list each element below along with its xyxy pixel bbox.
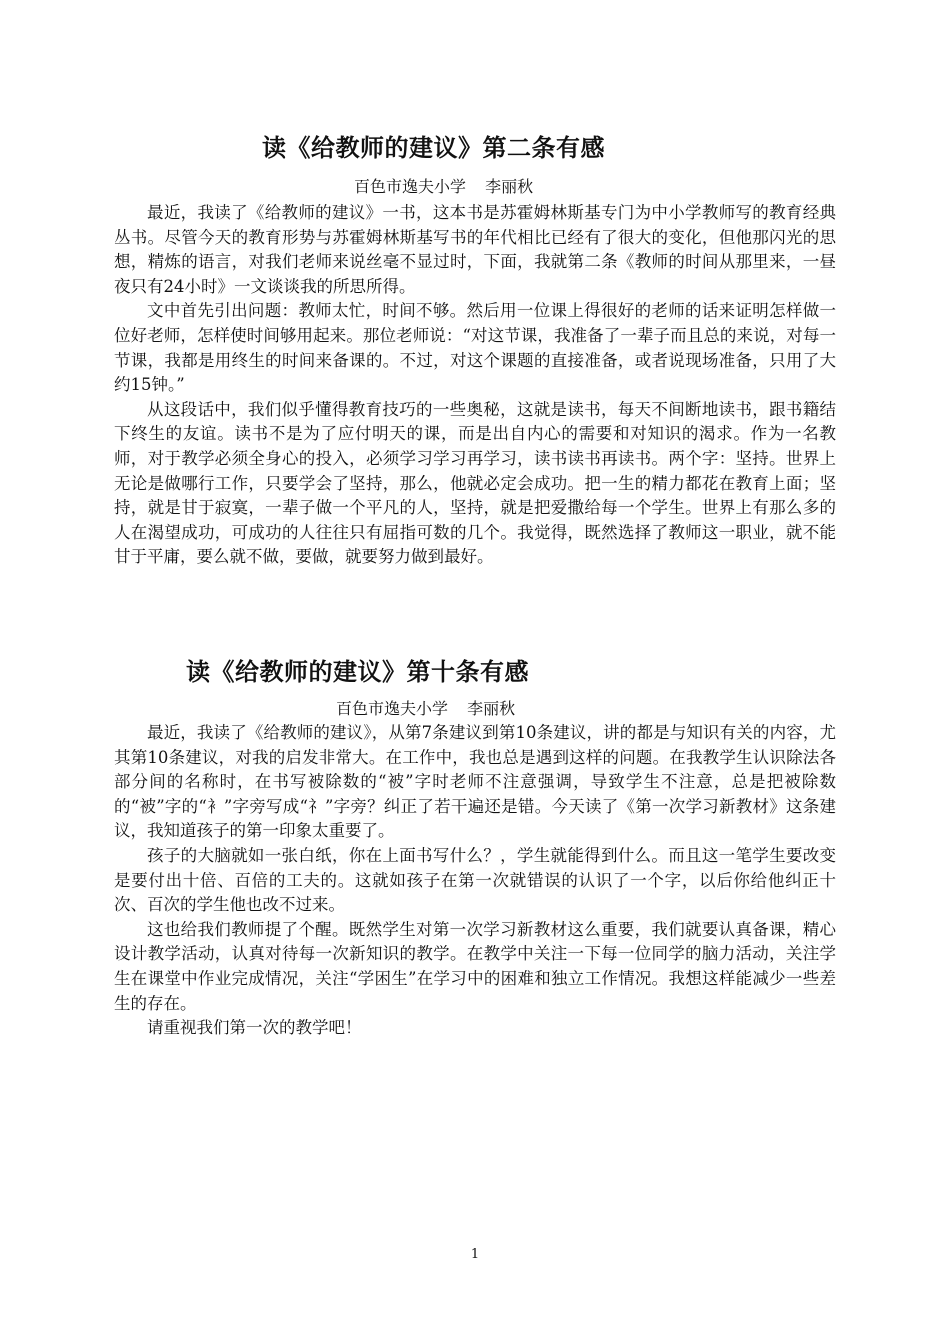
article-2-paragraph: 这也给我们教师提了个醒。既然学生对第一次学习新教材这么重要，我们就要认真备课，精心设计教学活动，认真对待每一次新知识的教学。在教学中关注一下每一位同学的脑力活动，关注学生在课堂中作业完成情况，关注“学困生”在学习中的困难和独立工作情况。我想这样能减少一些差生的存在。: [114, 919, 836, 1013]
article-1-body: [114, 201, 836, 570]
article-1-byline: 百色市逸夫小学 李丽秋: [354, 177, 534, 196]
page-number: 1: [470, 1247, 480, 1262]
article-2-paragraph: 孩子的大脑就如一张白纸，你在上面书写什么？，学生就能得到什么。而且这一笔学生要改变是要付出十倍、百倍的工夫的。这就如孩子在第一次就错误的认识了一个字，以后你给他纠正十次、百次的学生他也改不过来。: [114, 845, 836, 915]
article-1-paragraph: 文中首先引出问题：教师太忙，时间不够。然后用一位课上得很好的老师的话来证明怎样做一位好老师，怎样使时间够用起来。那位老师说：“对这节课，我准备了一辈子而且总的来说，对每一节课，我都是用终生的时间来备课的。不过，对这个课题的直接准备，或者说现场准备，只用了大约15钟。”: [114, 301, 836, 395]
article-1-paragraph: 从这段话中，我们似乎懂得教育技巧的一些奥秘，这就是读书，每天不间断地读书，跟书籍结下终生的友谊。读书不是为了应付明天的课，而是出自内心的需要和对知识的渴求。作为一名教师，对于教学必须全身心的投入，必须学习学习再学习，读书读书再读书。两个字：坚持。世界上无论是做哪行工作，只要学会了坚持，那么，他就必定会成功。把一生的精力都花在教育上面；坚持，就是甘于寂寞，一辈子做一个平凡的人，坚持，就是把爱撒给每一个学生。世界上有那么多的人在渴望成功，可成功的人往往只有屈指可数的几个。我觉得，既然选择了教师这一职业，就不能甘于平庸，要么就不做，要做，就要努力做到最好。: [114, 399, 836, 567]
article-2-byline: 百色市逸夫小学 李丽秋: [336, 699, 516, 718]
article-1-paragraph: 最近，我读了《给教师的建议》一书，这本书是苏霍姆林斯基专门为中小学教师写的教育经典丛书。尽管今天的教育形势与苏霍姆林斯基写书的年代相比已经有了很大的变化，但他那闪光的思想，精炼的语言，对我们老师来说丝毫不显过时，下面，我就第二条《教师的时间从那里来，一昼夜只有24小时》一文谈谈我的所思所得。: [114, 203, 836, 296]
article-2-title: 读《给教师的建议》第十条有感: [186, 657, 529, 686]
article-2-paragraph: 请重视我们第一次的教学吧！: [147, 1018, 362, 1038]
article-2-paragraph: 最近，我读了《给教师的建议》，从第7条建议到第10条建议，讲的都是与知识有关的内容，尤其第10条建议，对我的启发非常大。在工作中，我也总是遇到这样的问题。在我教学生认识除法各部分间的名称时，在书写被除数的“被”字时老师不注意强调，导致学生不注意，总是把被除数的“被”字的“衤”字旁写成“礻”字旁？纠正了若干遍还是错。今天读了《第一次学习新教材》这条建议，我知道孩子的第一印象太重要了。: [114, 723, 836, 841]
article-2-body: [114, 721, 836, 1041]
article-1-title: 读《给教师的建议》第二条有感: [262, 133, 605, 162]
